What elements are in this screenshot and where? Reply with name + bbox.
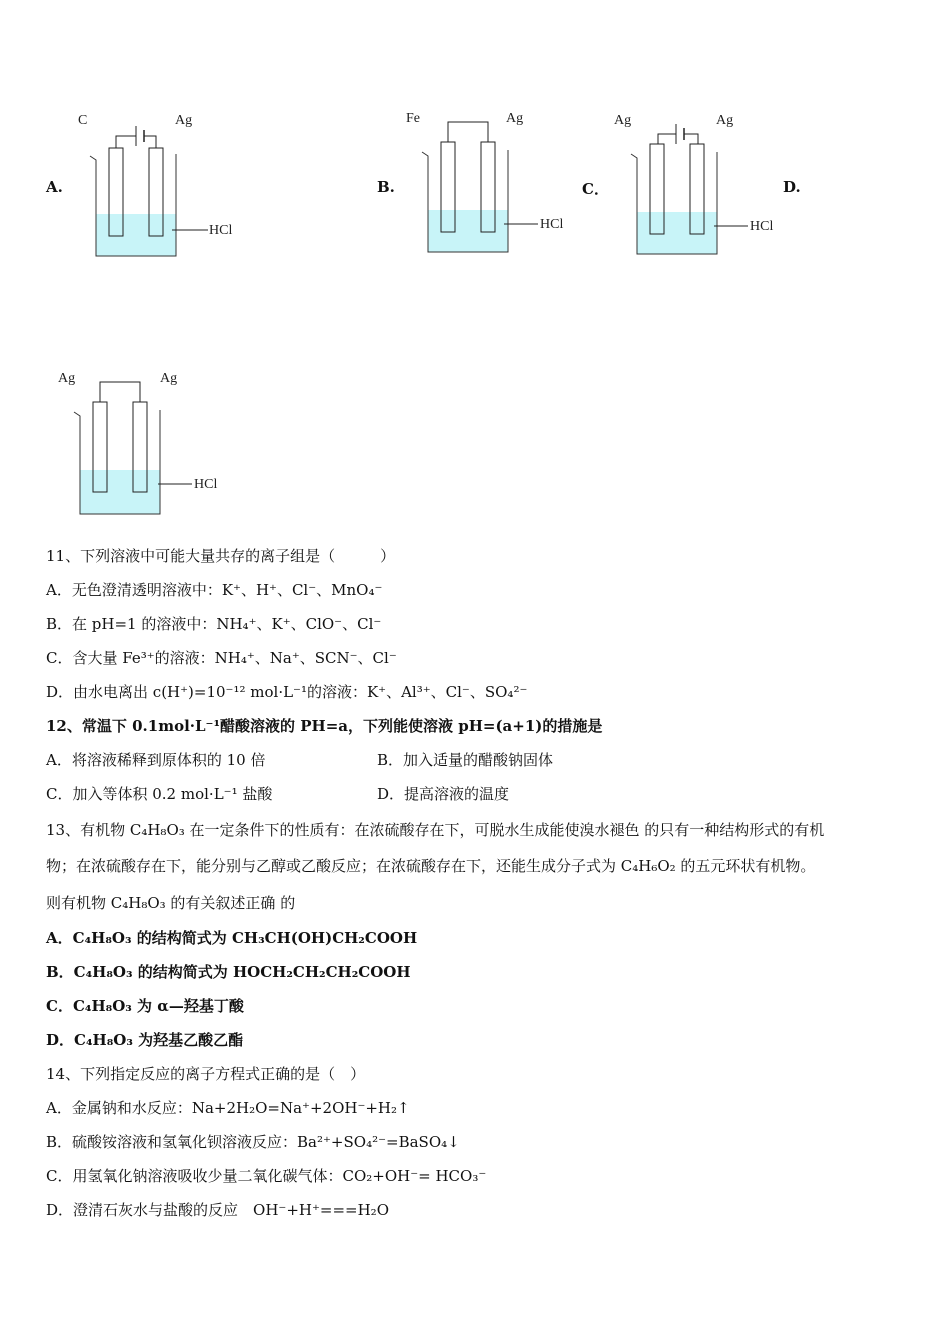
wire — [100, 382, 140, 402]
hcl-solution — [80, 470, 160, 514]
wire-left — [116, 136, 136, 148]
beaker-diagram-c — [614, 104, 794, 268]
q11-option-b: B．在 pH=1 的溶液中：NH₄⁺、K⁺、ClO⁻、Cl⁻ — [46, 615, 382, 633]
q13-option-d: D．C₄H₈O₃ 为羟基乙酸乙酯 — [46, 1031, 244, 1049]
q14-option-b: B．硫酸铵溶液和氢氧化钡溶液反应：Ba²⁺+SO₄²⁻=BaSO₄↓ — [46, 1133, 460, 1151]
q13-stem-line1: 13、有机物 C₄H₈O₃ 在一定条件下的性质有：在浓硫酸存在下，可脱水生成能使溴水褪色 的只有一种结构形式的有机 — [46, 821, 825, 839]
q11-option-d: D．由水电离出 c(H⁺)=10⁻¹² mol·L⁻¹的溶液：K⁺、Al³⁺、Cl⁻、SO₄²⁻ — [46, 683, 528, 701]
hcl-solution — [637, 212, 717, 254]
option-letter-d: D. — [783, 178, 801, 196]
q13-stem-line2: 物；在浓硫酸存在下，能分别与乙醇或乙酸反应；在浓硫酸存在下，还能生成分子式为 C₄H₆O₂ 的五元环状有机物。 — [46, 857, 816, 875]
electrode-label-left: Ag — [58, 371, 76, 386]
electrode-label-right: Ag — [160, 371, 178, 386]
solution-label: HCl — [540, 217, 564, 232]
electrode-label-right: Ag — [506, 111, 524, 126]
q12-option-c: C．加入等体积 0.2 mol·L⁻¹ 盐酸 — [46, 785, 273, 803]
solution-label: HCl — [750, 219, 774, 234]
q11-option-c: C．含大量 Fe³⁺的溶液：NH₄⁺、Na⁺、SCN⁻、Cl⁻ — [46, 649, 397, 667]
hcl-solution — [428, 210, 508, 252]
solution-label: HCl — [194, 477, 218, 492]
hcl-solution — [96, 214, 176, 256]
beaker-diagram-a — [76, 104, 256, 268]
q12-option-a: A．将溶液稀释到原体积的 10 倍 — [46, 751, 266, 769]
wire-left — [658, 134, 676, 144]
q12-option-b: B．加入适量的醋酸钠固体 — [377, 751, 554, 769]
beaker-diagram-b — [406, 102, 586, 266]
solution-label: HCl — [209, 223, 233, 238]
q12-stem: 12、常温下 0.1mol·L⁻¹醋酸溶液的 PH=a，下列能使溶液 pH=(a+1)的措施是 — [46, 717, 603, 735]
q11-option-a: A．无色澄清透明溶液中：K⁺、H⁺、Cl⁻、MnO₄⁻ — [46, 581, 383, 599]
q11-stem: 11、下列溶液中可能大量共存的离子组是（ ） — [46, 547, 396, 565]
q13-stem-line3: 则有机物 C₄H₈O₃ 的有关叙述正确 的 — [46, 894, 296, 912]
q13-option-b: B．C₄H₈O₃ 的结构简式为 HOCH₂CH₂CH₂COOH — [46, 963, 411, 981]
beaker-diagram-d — [58, 362, 238, 526]
q14-option-a: A．金属钠和水反应：Na+2H₂O=Na⁺+2OH⁻+H₂↑ — [46, 1099, 410, 1117]
q14-option-c: C．用氢氧化钠溶液吸收少量二氧化碳气体：CO₂+OH⁻= HCO₃⁻ — [46, 1167, 487, 1185]
electrode-label-right: Ag — [716, 113, 734, 128]
q14-option-d: D．澄清石灰水与盐酸的反应 OH⁻+H⁺===H₂O — [46, 1201, 389, 1219]
option-letter-c: C． — [582, 180, 609, 198]
option-letter-b: B. — [377, 178, 395, 196]
electrode-label-left: Fe — [406, 111, 420, 126]
q14-stem: 14、下列指定反应的离子方程式正确的是（ ） — [46, 1065, 366, 1083]
wire-right — [684, 134, 698, 144]
electrode-label-left: Ag — [614, 113, 632, 128]
q12-option-d: D．提高溶液的温度 — [377, 785, 510, 803]
q13-option-c: C．C₄H₈O₃ 为 α—羟基丁酸 — [46, 997, 244, 1015]
electrode-label-left: C — [78, 113, 88, 128]
q13-option-a: A．C₄H₈O₃ 的结构简式为 CH₃CH(OH)CH₂COOH — [46, 929, 418, 947]
wire-right — [144, 136, 156, 148]
option-letter-a: A. — [46, 178, 63, 196]
electrode-label-right: Ag — [175, 113, 193, 128]
wire — [448, 122, 488, 142]
